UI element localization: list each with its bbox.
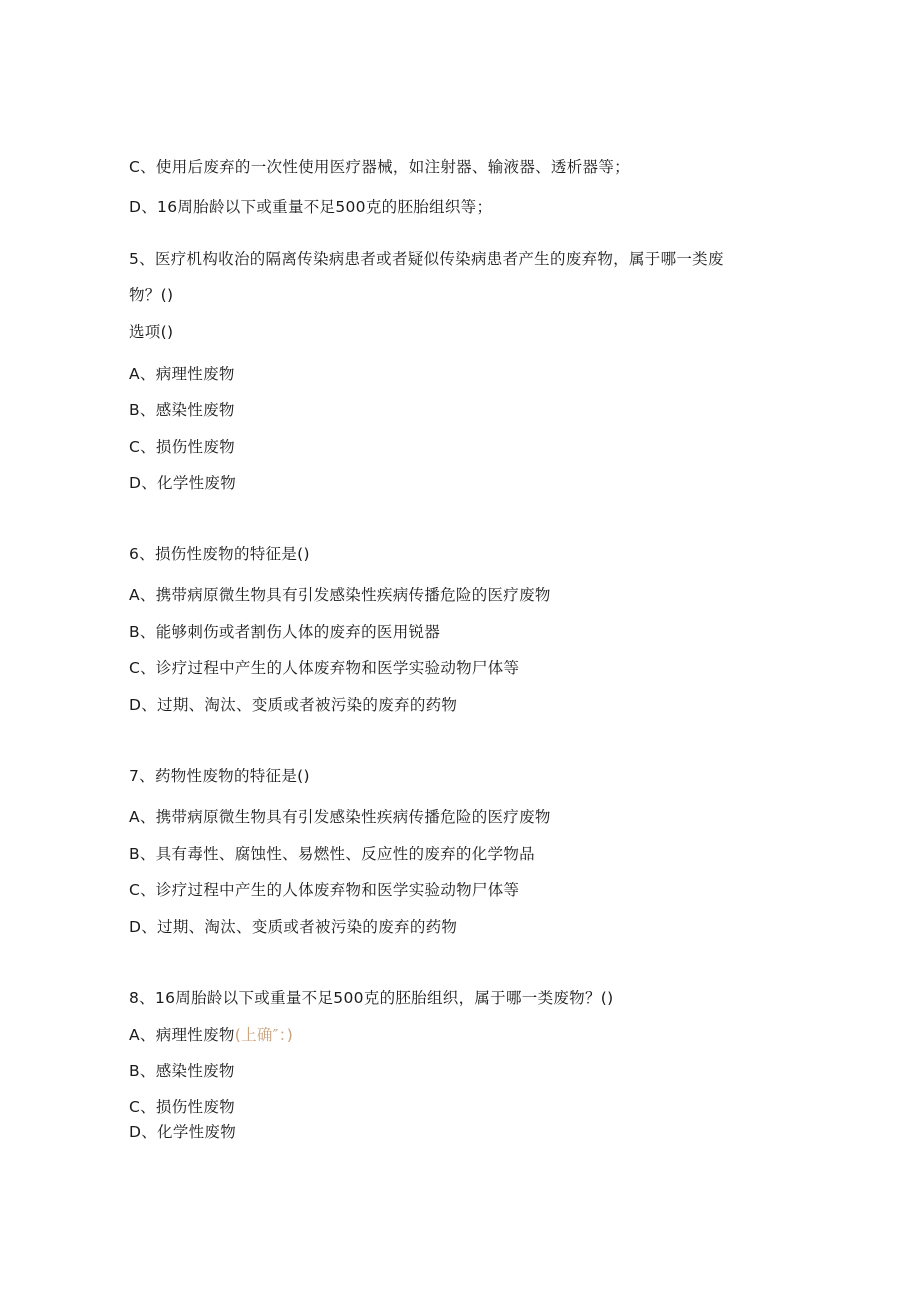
- q5-option-c: C、损伤性废物: [129, 438, 235, 456]
- q7-stem: 7、药物性废物的特征是(): [129, 767, 310, 785]
- q8-option-a-hint: (上确″：): [234, 1026, 294, 1044]
- q5-option-a: A、病理性废物: [129, 365, 235, 383]
- q5-option-d: D、化学性废物: [129, 474, 237, 492]
- q8-option-a-label: A、病理性废物: [129, 1026, 235, 1044]
- q5-stem-line1: 5、医疗机构收治的隔离传染病患者或者疑似传染病患者产生的废弃物，属于哪一类废: [129, 250, 724, 268]
- q7-option-a: A、携带病原微生物具有引发感染性疾病传播危险的医疗废物: [129, 808, 551, 826]
- q6-option-b: B、能够刺伤或者割伤人体的废弃的医用锐器: [129, 623, 441, 641]
- q6-option-d: D、过期、淘汰、变质或者被污染的废弃的药物: [129, 696, 458, 714]
- q8-option-d: D、化学性废物: [129, 1123, 237, 1141]
- q8-option-c: C、损伤性废物: [129, 1098, 235, 1116]
- q5-stem-line2: 物？(): [129, 286, 174, 304]
- q4-option-c: C、使用后废弃的一次性使用医疗器械，如注射器、输液器、透析器等；: [129, 158, 630, 176]
- q7-option-b: B、具有毒性、腐蚀性、易燃性、反应性的废弃的化学物品: [129, 845, 535, 863]
- q6-stem: 6、损伤性废物的特征是(): [129, 545, 310, 563]
- q4-option-d: D、16周胎龄以下或重量不足500克的胚胎组织等；: [129, 198, 493, 216]
- q7-option-c: C、诊疗过程中产生的人体废弃物和医学实验动物尸体等: [129, 881, 520, 899]
- q8-option-a: [129, 1025, 293, 1045]
- q8-stem: 8、16周胎龄以下或重量不足500克的胚胎组织，属于哪一类废物？(): [129, 989, 614, 1007]
- q7-option-d: D、过期、淘汰、变质或者被污染的废弃的药物: [129, 918, 458, 936]
- q6-option-a: A、携带病原微生物具有引发感染性疾病传播危险的医疗废物: [129, 586, 551, 604]
- q6-option-c: C、诊疗过程中产生的人体废弃物和医学实验动物尸体等: [129, 659, 520, 677]
- q5-choice-prompt: 选项(): [129, 323, 174, 341]
- q5-option-b: B、感染性废物: [129, 401, 235, 419]
- q8-option-b: B、感染性废物: [129, 1062, 235, 1080]
